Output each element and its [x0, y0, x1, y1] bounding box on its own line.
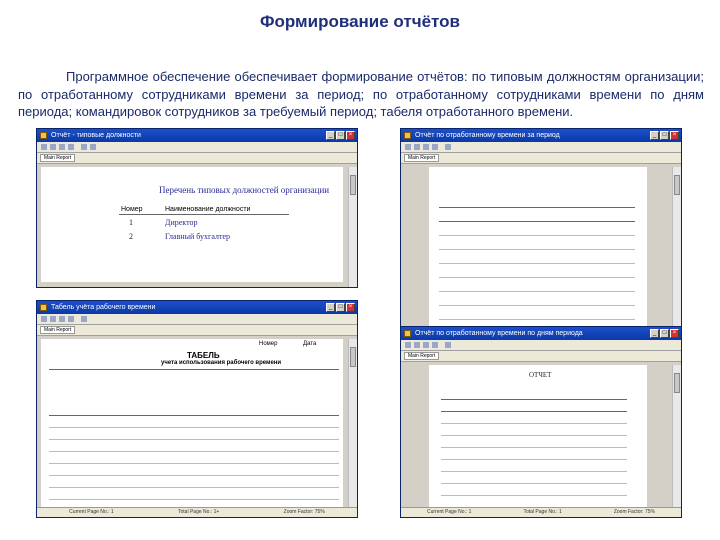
vertical-scrollbar[interactable]: [348, 339, 357, 507]
first-page-icon[interactable]: [405, 144, 411, 150]
close-icon[interactable]: ×: [670, 131, 679, 140]
zoom-factor: Zoom Factor: 75%: [613, 509, 655, 515]
vertical-scrollbar[interactable]: [672, 167, 681, 335]
slide-paragraph: Программное обеспечение обеспечивает формирование отчётов: по типовым должностям организации; по отработанному сотрудниками времени за период; по отработанному сотрудниками времени по дням периода; командировок сотрудников за требуемый период; табеля отработанного времени.: [18, 69, 704, 119]
print-icon[interactable]: [445, 144, 451, 150]
report-page: [41, 167, 343, 282]
close-icon[interactable]: ×: [670, 329, 679, 338]
report-subtitle: учета использования рабочего времени: [161, 360, 282, 366]
prev-page-icon[interactable]: [50, 144, 56, 150]
print-icon[interactable]: [445, 342, 451, 348]
minimize-icon[interactable]: _: [650, 131, 659, 140]
report-toolbar: [37, 314, 357, 325]
print-icon[interactable]: [81, 316, 87, 322]
window-title: Отчёт по отработанному времени за период: [415, 132, 560, 139]
zoom-factor: Zoom Factor: 75%: [283, 509, 325, 515]
row-2-number: 2: [129, 232, 133, 241]
first-page-icon[interactable]: [405, 342, 411, 348]
app-icon: [40, 304, 47, 311]
maximize-icon[interactable]: □: [336, 303, 345, 312]
current-page: Current Page No.: 1: [69, 509, 114, 515]
prev-page-icon[interactable]: [50, 316, 56, 322]
next-page-icon[interactable]: [59, 316, 65, 322]
report-toolbar: [37, 142, 357, 153]
print-icon[interactable]: [81, 144, 87, 150]
column-header-number: Номер: [259, 341, 278, 347]
slide-title: Формирование отчётов: [260, 12, 460, 31]
tab-main-report[interactable]: Main Report: [37, 153, 357, 164]
report-title: ОТЧЕТ: [529, 371, 552, 379]
close-icon[interactable]: ×: [346, 131, 355, 140]
status-bar: [401, 507, 681, 517]
last-page-icon[interactable]: [432, 342, 438, 348]
vertical-scrollbar[interactable]: [348, 167, 357, 287]
column-header-date: Дата: [303, 341, 317, 347]
window-period-time-report: [400, 128, 682, 346]
report-page: [41, 339, 343, 507]
window-positions-report: [36, 128, 358, 288]
maximize-icon[interactable]: □: [660, 131, 669, 140]
report-toolbar: [401, 142, 681, 153]
minimize-icon[interactable]: _: [326, 303, 335, 312]
titlebar[interactable]: [37, 301, 357, 314]
row-1-number: 1: [129, 218, 133, 227]
titlebar[interactable]: [37, 129, 357, 142]
maximize-icon[interactable]: □: [660, 329, 669, 338]
next-page-icon[interactable]: [423, 342, 429, 348]
vertical-scrollbar[interactable]: [672, 365, 681, 507]
maximize-icon[interactable]: □: [336, 131, 345, 140]
next-page-icon[interactable]: [423, 144, 429, 150]
total-pages: Total Page No.: 1+: [178, 509, 220, 515]
app-icon: [404, 132, 411, 139]
export-icon[interactable]: [90, 144, 96, 150]
first-page-icon[interactable]: [41, 144, 47, 150]
app-icon: [40, 132, 47, 139]
status-bar: [37, 507, 357, 517]
report-page: [429, 365, 647, 507]
next-page-icon[interactable]: [59, 144, 65, 150]
row-1-name: Директор: [165, 218, 198, 227]
prev-page-icon[interactable]: [414, 144, 420, 150]
report-title: Перечень типовых должностей организации: [159, 185, 330, 195]
window-daily-time-report: [400, 326, 682, 518]
minimize-icon[interactable]: _: [650, 329, 659, 338]
tab-main-report[interactable]: Main Report: [401, 153, 681, 164]
window-timesheet-report: [36, 300, 358, 518]
last-page-icon[interactable]: [68, 144, 74, 150]
total-pages: Total Page No.: 1: [523, 509, 562, 515]
last-page-icon[interactable]: [68, 316, 74, 322]
last-page-icon[interactable]: [432, 144, 438, 150]
report-title: ТАБЕЛЬ: [187, 351, 220, 360]
report-toolbar: [401, 340, 681, 351]
titlebar[interactable]: [401, 129, 681, 142]
window-title: Табель учёта рабочего времени: [51, 304, 156, 311]
app-icon: [404, 330, 411, 337]
column-header-number: Номер: [121, 206, 143, 213]
close-icon[interactable]: ×: [346, 303, 355, 312]
report-page: [429, 167, 647, 335]
current-page: Current Page No.: 1: [427, 509, 472, 515]
tab-main-report[interactable]: Main Report: [401, 351, 681, 362]
prev-page-icon[interactable]: [414, 342, 420, 348]
tab-main-report[interactable]: Main Report: [37, 325, 357, 336]
titlebar[interactable]: [401, 327, 681, 340]
column-header-name: Наименование должности: [165, 206, 251, 213]
window-title: Отчёт - типовые должности: [51, 132, 141, 139]
window-title: Отчёт по отработанному времени по дням периода: [415, 330, 583, 337]
first-page-icon[interactable]: [41, 316, 47, 322]
minimize-icon[interactable]: _: [326, 131, 335, 140]
row-2-name: Главный бухгалтер: [165, 232, 230, 241]
